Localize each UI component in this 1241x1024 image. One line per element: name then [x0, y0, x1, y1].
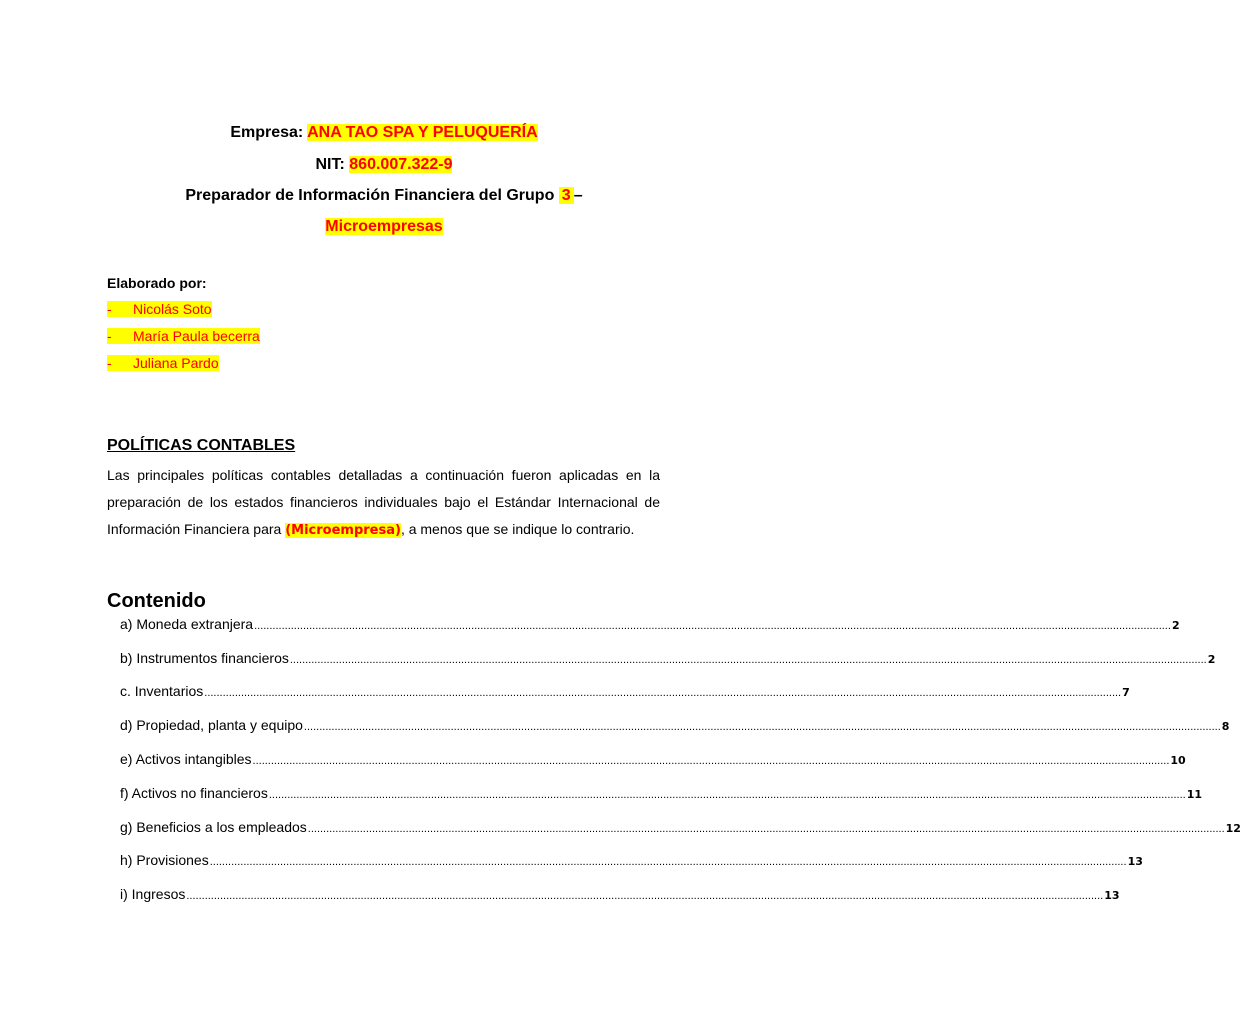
toc-entry-page: 13 [1104, 889, 1120, 902]
toc-entry[interactable] [120, 716, 1230, 734]
nit-label: NIT: [315, 156, 350, 173]
author-dash: - [107, 355, 112, 371]
toc-leader-dots: ............................................................................................................................................................................................................................................................................................................ [289, 654, 1207, 666]
toc-entry-page: 2 [1171, 619, 1180, 632]
author-dash: - [107, 328, 112, 344]
toc-entry[interactable] [120, 649, 1216, 667]
toc-entry-label: e) Activos intangibles [120, 751, 252, 767]
toc-entry-label: c. Inventarios [120, 683, 204, 699]
nit-value: 860.007.322-9 [349, 156, 453, 173]
toc-leader-dots: ............................................................................................................................................................................................................................................................................................................ [303, 721, 1221, 733]
nit-line [0, 155, 768, 175]
toc-entry[interactable] [120, 818, 1241, 836]
preparador-line [0, 186, 768, 206]
microempresas-line [0, 217, 768, 237]
toc-entry-page: 13 [1127, 855, 1143, 868]
politicas-title: POLÍTICAS CONTABLES [107, 437, 296, 454]
toc-entry-page: 11 [1186, 788, 1203, 801]
toc-entry[interactable] [120, 885, 1120, 903]
toc-leader-dots: ............................................................................................................................................................................................................................................................................................................ [252, 755, 1170, 767]
toc-entry[interactable] [120, 851, 1143, 869]
toc-leader-dots: ............................................................................................................................................................................................................................................................................................................ [254, 620, 1171, 632]
grupo-number: 3 [559, 187, 574, 204]
author-name: Nicolás Soto [133, 301, 212, 317]
empresa-value: ANA TAO SPA Y PELUQUERÍA [307, 124, 538, 141]
author-item [107, 300, 212, 318]
toc-entry[interactable] [120, 615, 1180, 633]
author-item [107, 354, 219, 372]
toc-leader-dots: ............................................................................................................................................................................................................................................................................................................ [268, 789, 1186, 801]
author-name: Juliana Pardo [133, 355, 219, 371]
toc-entry-label: h) Provisiones [120, 852, 209, 868]
grupo-dash: – [573, 187, 583, 204]
toc-entry[interactable] [120, 784, 1203, 802]
toc-entry-label: a) Moneda extranjera [120, 616, 254, 632]
toc-entry-label: i) Ingresos [120, 886, 186, 902]
toc-leader-dots: ............................................................................................................................................................................................................................................................................................................ [186, 890, 1104, 902]
toc-entry-page: 7 [1122, 686, 1130, 699]
author-name: María Paula becerra [133, 328, 260, 344]
contenido-title: Contenido [107, 590, 206, 612]
empresa-label: Empresa: [230, 124, 308, 141]
toc-entry-page: 2 [1207, 653, 1216, 666]
toc-entry[interactable] [120, 682, 1130, 700]
toc-leader-dots: ............................................................................................................................................................................................................................................................................................................ [204, 687, 1122, 699]
paragraph-highlight: (Microempresa) [285, 523, 401, 538]
toc-entry-label: f) Activos no financieros [120, 785, 268, 801]
toc-entry-label: d) Propiedad, planta y equipo [120, 717, 303, 733]
toc-entry-label: b) Instrumentos financieros [120, 650, 289, 666]
microempresas-label: Microempresas [325, 218, 443, 235]
author-item [107, 327, 260, 345]
toc-entry-page: 8 [1221, 720, 1230, 733]
empresa-line [0, 123, 768, 143]
toc-leader-dots: ............................................................................................................................................................................................................................................................................................................ [307, 823, 1225, 835]
toc-entry-page: 10 [1170, 754, 1186, 767]
politicas-paragraph [107, 462, 660, 544]
author-dash: - [107, 301, 112, 317]
paragraph-text-after: , a menos que se indique lo contrario. [400, 521, 635, 537]
paragraph-text-before: Las principales políticas contables detalladas a continuación fueron aplicadas en la preparación de los estados financieros individuales bajo el Estándar Internacional de Información Financiera para [107, 467, 660, 537]
toc-leader-dots: ............................................................................................................................................................................................................................................................................................................ [209, 856, 1127, 868]
elaborado-title: Elaborado por: [107, 275, 207, 291]
toc-entry-page: 12 [1225, 822, 1241, 835]
toc-entry[interactable] [120, 750, 1186, 768]
preparador-text: Preparador de Información Financiera del Grupo [185, 187, 559, 204]
toc-entry-label: g) Beneficios a los empleados [120, 819, 307, 835]
